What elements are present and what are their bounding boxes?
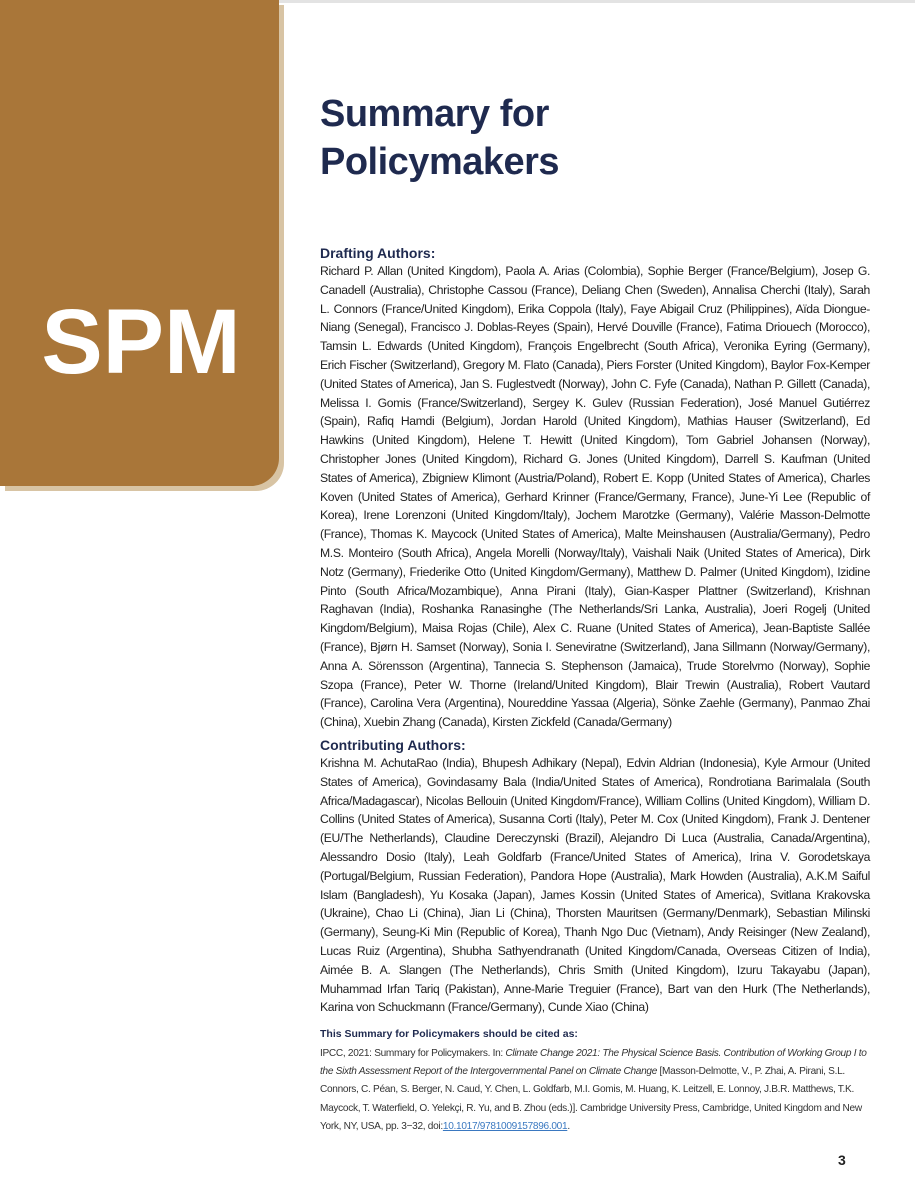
page-title-line1: Summary for [320, 93, 549, 135]
page-title-line2: Policymakers [320, 141, 560, 183]
spm-tab-label: SPM [41, 291, 241, 393]
page-title [320, 90, 880, 186]
citation-report-title: Climate Change 2021: The Physical Science Basis. Contribution of Working Group I to the Sixth Assessment Report of the Intergovernmental Panel on Climate Change [320, 1048, 867, 1078]
citation-doi-link[interactable]: 10.1017/9781009157896.001 [442, 1120, 568, 1132]
citation-prefix: IPCC, 2021: Summary for Policymakers. In: [320, 1048, 506, 1059]
spm-chapter-tab [0, 0, 279, 486]
drafting-authors-section [320, 244, 870, 732]
contributing-authors-section [320, 736, 870, 1017]
citation-details: [Masson-Delmotte, V., P. Zhai, A. Pirani, S.L. Connors, C. Péan, S. Berger, N. Caud, Y. Chen, L. Goldfarb, M.I. Gomis, M. Huang, K. Leitzell, E. Lonnoy, J.B.R. Matthews, T.K. Maycock, T. Waterfield, O. Yelekçi, R. Yu, and B. Zhou (eds.)]. Cambridge University Press, Cambridge, United Kingdom and New York, NY, USA, pp. 3−32, doi: [320, 1066, 862, 1132]
page-number: 3 [838, 1152, 846, 1168]
drafting-authors-heading: Drafting Authors: [320, 245, 436, 261]
citation-heading: This Summary for Policymakers should be cited as: [320, 1028, 578, 1040]
contributing-authors-heading: Contributing Authors: [320, 737, 466, 753]
citation-end: . [567, 1120, 570, 1132]
citation-section [320, 1026, 868, 1136]
drafting-authors-list: Richard P. Allan (United Kingdom), Paola A. Arias (Colombia), Sophie Berger (France/Belgium), Josep G. Canadell (Australia), Christophe Cassou (France), Deliang Chen (Sweden), Annalisa Cherchi (Italy), Sarah L. Connors (France/United Kingdom), Erika Coppola (Italy), Faye Abigail Cruz (Philippines), Aïda Diongue-Niang (Senegal), Francisco J. Doblas-Reyes (Spain), Hervé Douville (France), Fatima Driouech (Morocco), Tamsin L. Edwards (United Kingdom), François Engelbrecht (South Africa), Veronika Eyring (Germany), Erich Fischer (Switzerland), Gregory M. Flato (Canada), Piers Forster (United Kingdom), Baylor Fox-Kemper (United States of America), Jan S. Fuglestvedt (Norway), John C. Fyfe (Canada), Nathan P. Gillett (Canada), Melissa I. Gomis (France/Switzerland), Sergey K. Gulev (Russian Federation), José Manuel Gutiérrez (Spain), Rafiq Hamdi (Belgium), Jordan Harold (United Kingdom), Mathias Hauser (Switzerland), Ed Hawkins (United Kingdom), Helene T. Hewitt (United Kingdom), Tom Gabriel Johansen (Norway), Christopher Jones (United Kingdom), Richard G. Jones (United Kingdom), Darrell S. Kaufman (United States of America), Zbigniew Klimont (Austria/Poland), Robert E. Kopp (United States of America), Charles Koven (United States of America), Gerhard Krinner (France/Germany, France), June-Yi Lee (Republic of Korea), Irene Lorenzoni (United Kingdom/Italy), Jochem Marotzke (Germany), Valérie Masson-Delmotte (France), Thomas K. Maycock (United States of America), Malte Meinshausen (Australia/Germany), Pedro M.S. Monteiro (South Africa), Angela Morelli (Norway/Italy), Vaishali Naik (United States of America), Dirk Notz (Germany), Friederike Otto (United Kingdom/Germany), Matthew D. Palmer (United Kingdom), Izidine Pinto (South Africa/Mozambique), Anna Pirani (Italy), Gian-Kasper Plattner (Switzerland), Krishnan Raghavan (India), Roshanka Ranasinghe (The Netherlands/Sri Lanka, Australia), Joeri Rogelj (United Kingdom/Belgium), Maisa Rojas (Chile), Alex C. Ruane (United States of America), Jean-Baptiste Sallée (France), Bjørn H. Samset (Norway), Sonia I. Seneviratne (Switzerland), Jana Sillmann (Norway/Germany), Anna A. Sörensson (Argentina), Tannecia S. Stephenson (Jamaica), Trude Storelvmo (Norway), Sophie Szopa (France), Peter W. Thorne (Ireland/United Kingdom), Blair Trewin (Australia), Robert Vautard (France), Carolina Vera (Argentina), Noureddine Yassaa (Algeria), Sönke Zaehle (Germany), Panmao Zhai (China), Xuebin Zhang (Canada), Kirsten Zickfeld (Canada/Germany) [320, 264, 870, 730]
contributing-authors-list: Krishna M. AchutaRao (India), Bhupesh Adhikary (Nepal), Edvin Aldrian (Indonesia), Kyle Armour (United States of America), Govindasamy Bala (India/United States of America), Rondrotiana Barimalala (South Africa/Madagascar), Nicolas Bellouin (United Kingdom/France), William Collins (United Kingdom), William D. Collins (United States of America), Susanna Corti (Italy), Peter M. Cox (United Kingdom), Frank J. Dentener (EU/The Netherlands), Claudine Dereczynski (Brazil), Alejandro Di Luca (Australia, Canada/Argentina), Alessandro Dosio (Italy), Leah Goldfarb (France/United States of America), Irina V. Gorodetskaya (Portugal/Belgium, Russian Federation), Pandora Hope (Australia), Mark Howden (Australia), A.K.M Saiful Islam (Bangladesh), Yu Kosaka (Japan), James Kossin (United States of America), Svitlana Krakovska (Ukraine), Chao Li (China), Jian Li (China), Thorsten Mauritsen (Germany/Denmark), Sebastian Milinski (Germany), Seung-Ki Min (Republic of Korea), Thanh Ngo Duc (Vietnam), Andy Reisinger (New Zealand), Lucas Ruiz (Argentina), Shubha Sathyendranath (United Kingdom/Canada, Overseas Citizen of India), Aimée B. A. Slangen (The Netherlands), Chris Smith (United Kingdom), Izuru Takayabu (Japan), Muhammad Irfan Tariq (Pakistan), Anne-Marie Treguier (France), Bart van den Hurk (The Netherlands), Karina von Schuckmann (France/Germany), Cunde Xiao (China) [320, 756, 870, 1015]
citation-text [320, 1045, 868, 1136]
